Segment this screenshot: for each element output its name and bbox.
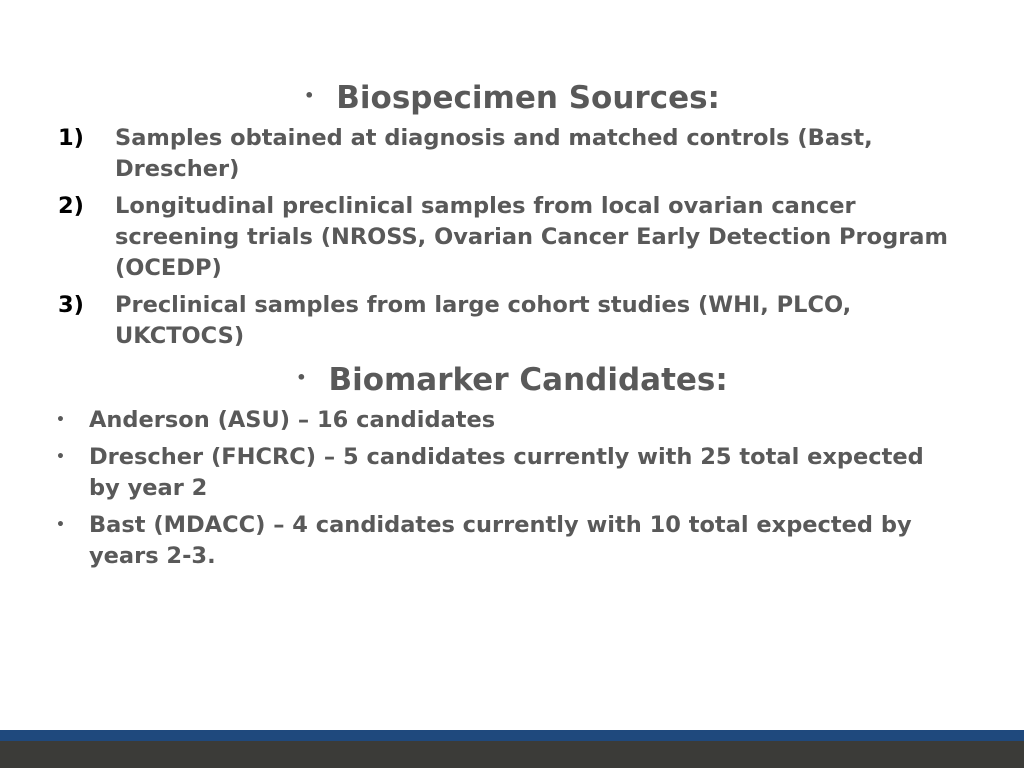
candidates-list	[56, 405, 956, 578]
list-item-text: Drescher (FHCRC) – 5 candidates currently with 25 total expected by year 2	[89, 444, 924, 501]
bullet-icon: •	[304, 85, 315, 105]
list-item	[58, 191, 978, 284]
heading-text: Biospecimen Sources:	[336, 80, 720, 116]
list-item-text: Longitudinal preclinical samples from local ovarian cancer screening trials (NROSS, Ovarian Cancer Early Detection Program (OCEDP)	[115, 193, 948, 281]
footer-bar	[0, 741, 1024, 768]
heading-biospecimen-sources	[0, 80, 1024, 118]
list-number: 2)	[58, 193, 84, 219]
bullet-icon: •	[296, 367, 307, 387]
heading-biomarker-candidates	[0, 362, 1024, 400]
bullet-icon: •	[56, 517, 65, 533]
list-item	[56, 442, 956, 504]
sources-list	[58, 123, 978, 358]
bullet-icon: •	[56, 449, 65, 465]
list-item-text: Anderson (ASU) – 16 candidates	[89, 407, 496, 433]
list-item-text: Preclinical samples from large cohort studies (WHI, PLCO, UKCTOCS)	[115, 292, 852, 349]
list-item	[56, 510, 956, 572]
list-item	[58, 123, 978, 185]
heading-text: Biomarker Candidates:	[328, 362, 728, 398]
list-number: 3)	[58, 292, 84, 318]
list-item	[58, 290, 978, 352]
list-number: 1)	[58, 125, 84, 151]
bullet-icon: •	[56, 412, 65, 428]
list-item-text: Bast (MDACC) – 4 candidates currently with 10 total expected by years 2-3.	[89, 512, 912, 569]
list-item	[56, 405, 956, 436]
list-item-text: Samples obtained at diagnosis and matched controls (Bast, Drescher)	[115, 125, 873, 182]
footer-accent-bar	[0, 730, 1024, 741]
